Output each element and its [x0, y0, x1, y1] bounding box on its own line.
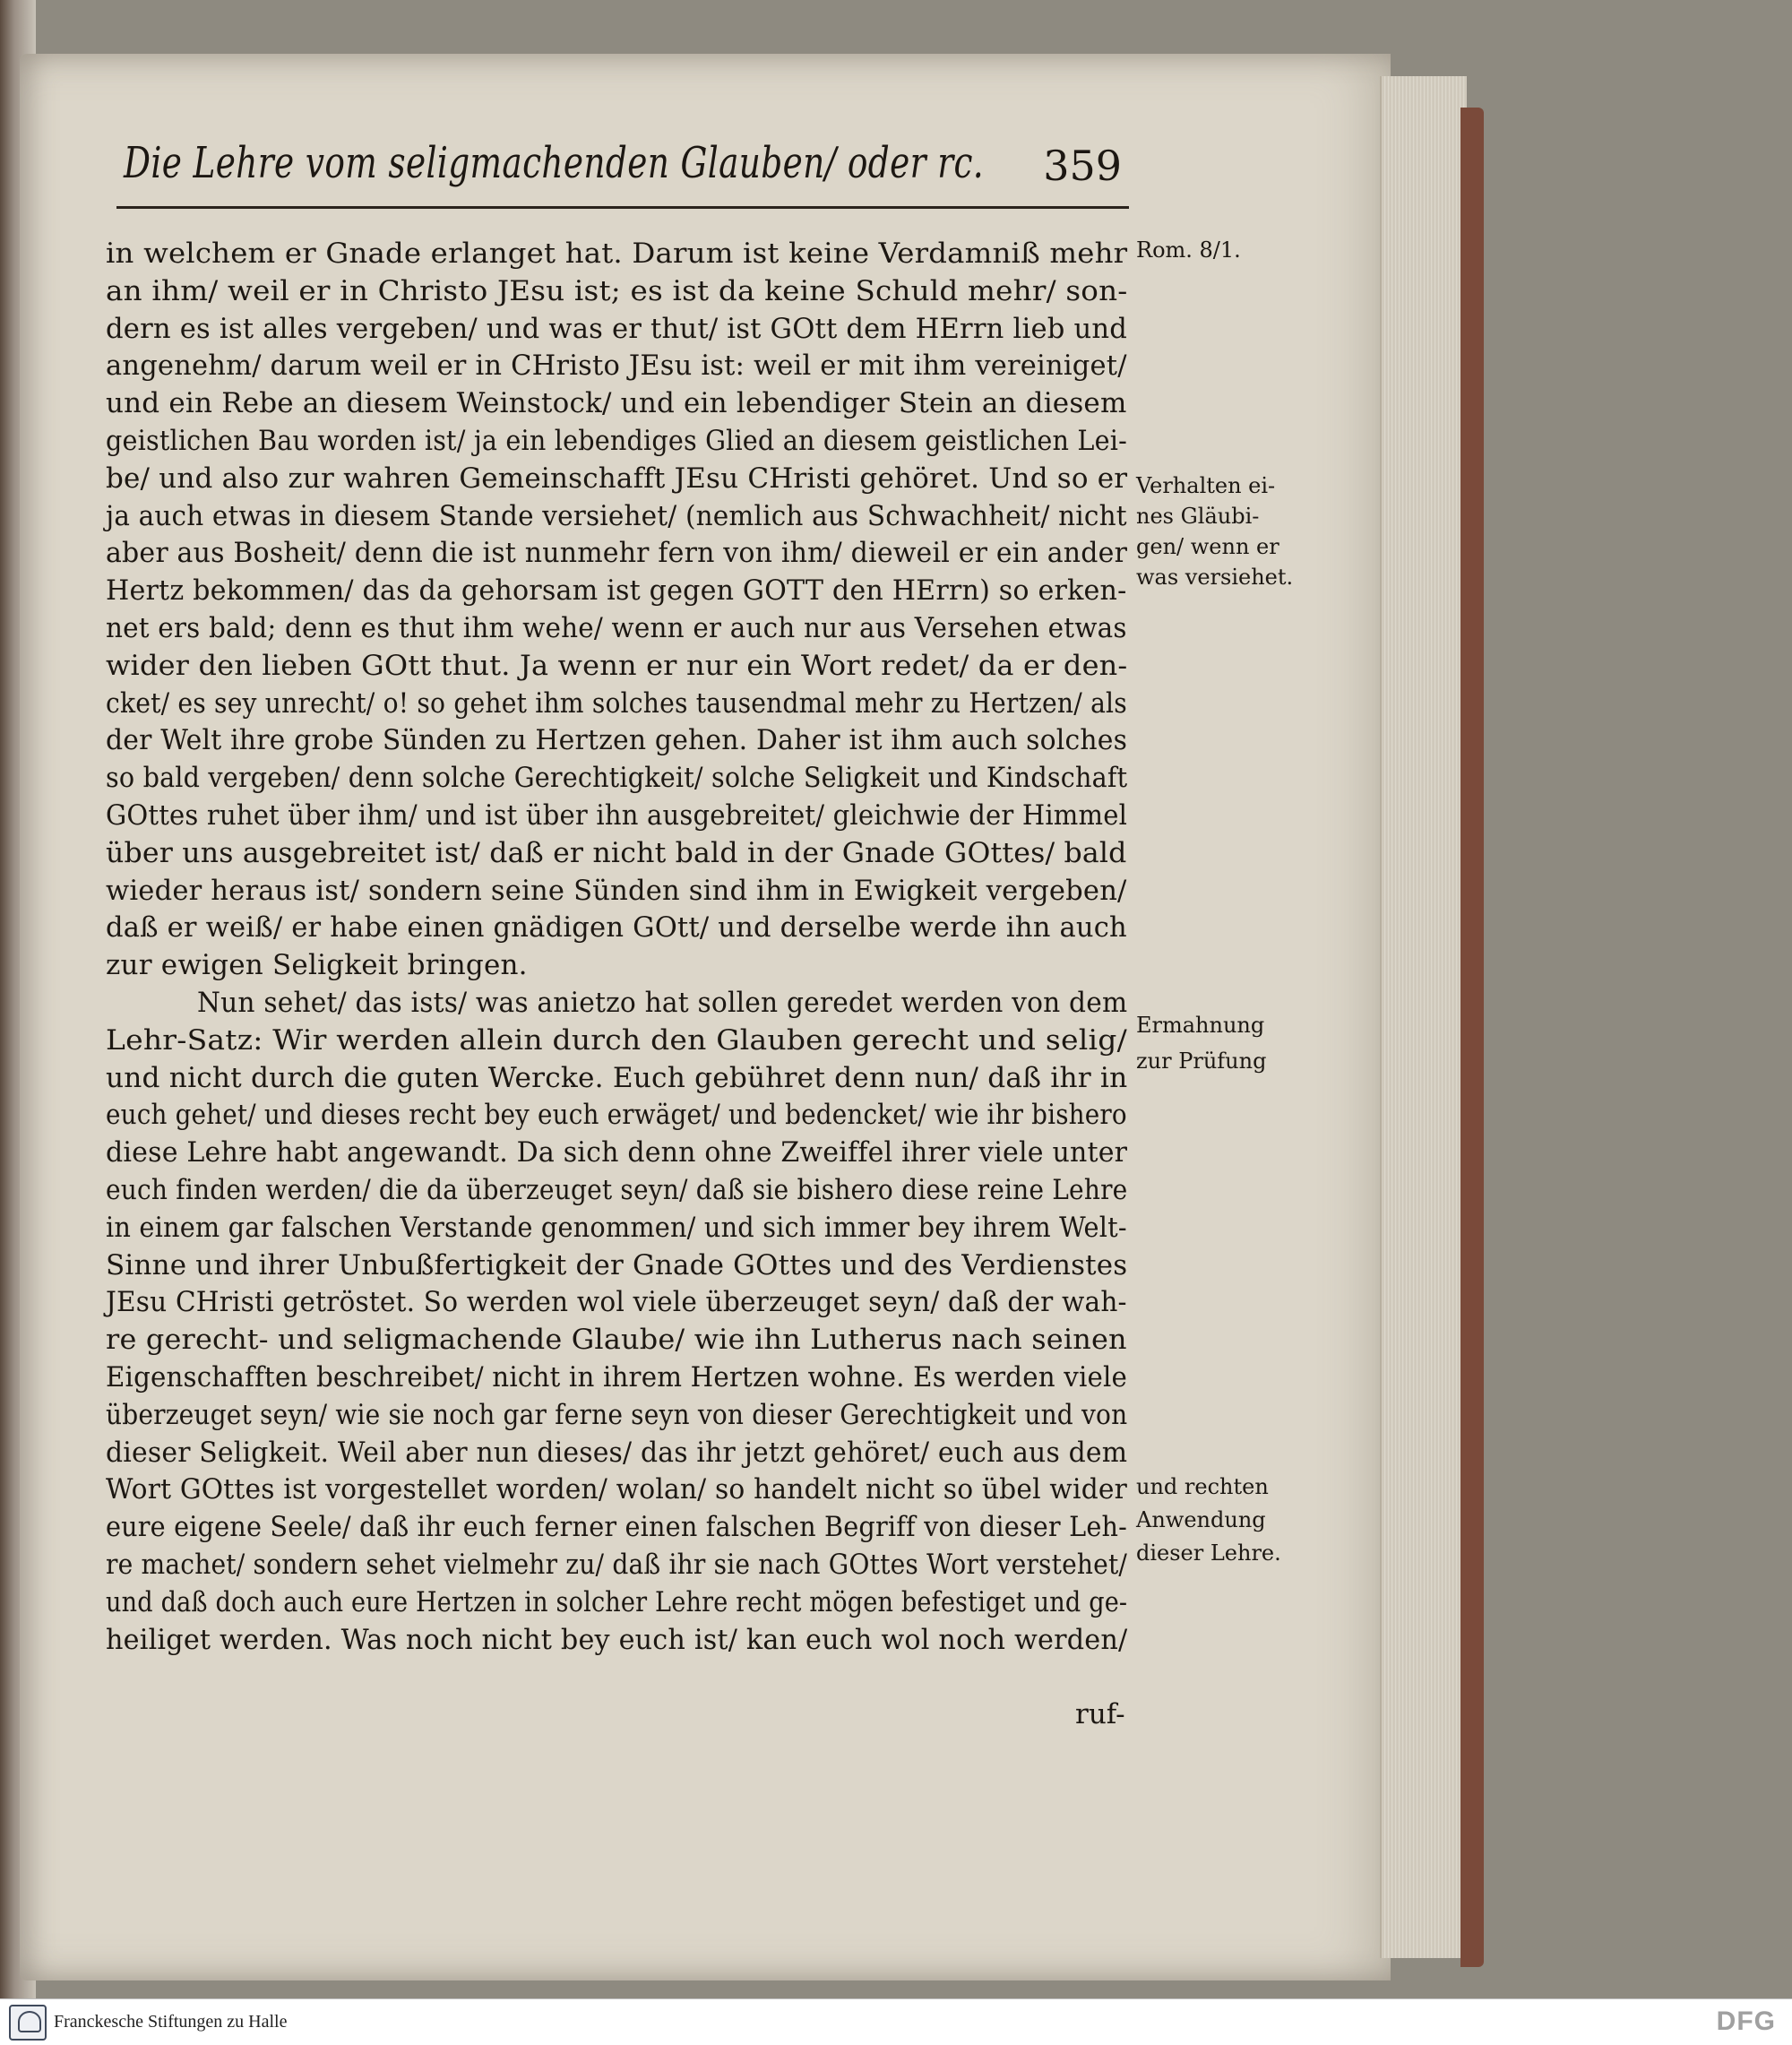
text-line: diese Lehre habt angewandt. Da sich denn ohne Zweiffel ihrer viele unter	[106, 1136, 1128, 1169]
marginal-note-verhalten-3: gen/ wenn er	[1136, 534, 1279, 559]
text-line: in welchem er Gnade erlanget hat. Darum ist keine Verdamniß mehr	[106, 237, 1128, 270]
marginal-note-anwendung-2: Anwendung	[1136, 1507, 1266, 1532]
text-line: so bald vergeben/ denn solche Gerechtigkeit/ solche Seligkeit und Kindschaft	[106, 762, 1128, 795]
text-line: und ein Rebe an diesem Weinstock/ und ein lebendiger Stein an diesem	[106, 387, 1127, 420]
text-line: GOttes ruhet über ihm/ und ist über ihn ausgebreitet/ gleichwie der Himmel	[106, 799, 1128, 832]
viewer-footer	[0, 1998, 1792, 2045]
text-line: euch finden werden/ die da überzeuget seyn/ daß sie bishero diese reine Lehre	[106, 1174, 1128, 1206]
text-line: Wort GOttes ist vorgestellet worden/ wolan/ so handelt nicht so übel wider	[106, 1473, 1128, 1506]
catchword: ruf-	[1075, 1698, 1125, 1730]
text-line: Eigenschafften beschreibet/ nicht in ihrem Hertzen wohne. Es werden viele	[106, 1361, 1128, 1394]
marginal-note-anwendung-1: und rechten	[1136, 1474, 1269, 1499]
marginal-note-verhalten-1: Verhalten ei-	[1136, 473, 1276, 498]
book-cover-edge	[1460, 108, 1484, 1967]
marginal-note-ermahnung-2: zur Prüfung	[1136, 1048, 1267, 1074]
text-line: heiliget werden. Was noch nicht bey euch ist/ kan euch wol noch werden/	[106, 1623, 1128, 1656]
text-line: überzeuget seyn/ wie sie noch gar ferne seyn von dieser Gerechtigkeit und von	[106, 1398, 1128, 1431]
marginal-note-ermahnung-1: Ermahnung	[1136, 1013, 1265, 1038]
text-line: und nicht durch die guten Wercke. Euch gebühret denn nun/ daß ihr in	[106, 1061, 1128, 1094]
text-line: net ers bald; denn es thut ihm wehe/ wenn er auch nur aus Versehen etwas	[106, 612, 1127, 644]
text-line: be/ und also zur wahren Gemeinschafft JEsu CHristi gehöret. Und so er	[106, 462, 1128, 495]
text-line: wider den lieben GOtt thut. Ja wenn er nur ein Wort redet/ da er den-	[106, 649, 1128, 682]
running-title: Die Lehre vom seligmachenden Glauben/ oder rc.	[124, 138, 985, 188]
text-line: angenehm/ darum weil er in CHristo JEsu ist: weil er mit ihm vereiniget/	[106, 349, 1127, 383]
text-line: der Welt ihre grobe Sünden zu Hertzen gehen. Daher ist ihm auch solches	[106, 724, 1128, 757]
text-line: dern es ist alles vergeben/ und was er thut/ ist GOtt dem HErrn lieb und	[106, 312, 1128, 345]
text-line: in einem gar falschen Verstande genommen/ und sich immer bey ihrem Welt-	[106, 1211, 1127, 1244]
marginal-note-anwendung-3: dieser Lehre.	[1136, 1540, 1281, 1566]
text-line: und daß doch auch eure Hertzen in solcher Lehre recht mögen befestiget und ge-	[106, 1585, 1128, 1618]
marginal-note-verhalten-2: nes Gläubi-	[1136, 504, 1260, 529]
text-line: re machet/ sondern sehet vielmehr zu/ daß ihr sie nach GOttes Wort verstehet/	[106, 1549, 1128, 1581]
text-line: Sinne und ihrer Unbußfertigkeit der Gnade GOttes und des Verdienstes	[106, 1248, 1128, 1281]
text-line: euch gehet/ und dieses recht bey euch erwäget/ und bedencket/ wie ihr bishero	[106, 1099, 1127, 1132]
text-line: Hertz bekommen/ das da gehorsam ist gegen GOTT den HErrn) so erken-	[106, 574, 1127, 608]
text-line: ja auch etwas in diesem Stande versiehet/ (nemlich aus Schwachheit/ nicht	[106, 499, 1127, 532]
text-line: eure eigene Seele/ daß ihr euch ferner einen falschen Begriff von dieser Leh-	[106, 1511, 1127, 1544]
institution-name: Franckesche Stiftungen zu Halle	[54, 2012, 288, 2032]
institution-logo-icon	[9, 2005, 47, 2041]
page-number: 359	[1043, 142, 1122, 190]
text-line: JEsu CHristi getröstet. So werden wol viele überzeuget seyn/ daß der wah-	[106, 1286, 1127, 1319]
text-line: daß er weiß/ er habe einen gnädigen GOtt/ und derselbe werde ihn auch	[106, 911, 1127, 945]
text-line: dieser Seligkeit. Weil aber nun dieses/ das ihr jetzt gehöret/ euch aus dem	[106, 1436, 1128, 1469]
page-stack-edge	[1380, 76, 1467, 1958]
text-line: an ihm/ weil er in Christo JEsu ist; es ist da keine Schuld mehr/ son-	[106, 274, 1128, 307]
text-line: aber aus Bosheit/ denn die ist nunmehr fern von ihm/ dieweil er ein ander	[106, 537, 1128, 570]
running-header	[116, 134, 1129, 209]
text-line: Lehr-Satz: Wir werden allein durch den Glauben gerecht und selig/	[106, 1023, 1127, 1057]
text-line: geistlichen Bau worden ist/ ja ein lebendiges Glied an diesem geistlichen Lei-	[106, 425, 1127, 457]
text-line: über uns ausgebreitet ist/ daß er nicht bald in der Gnade GOttes/ bald	[106, 836, 1127, 869]
marginal-note-verhalten-4: was versiehet.	[1136, 565, 1294, 590]
dfg-logo: DFG	[1716, 2006, 1776, 2036]
text-line: Nun sehet/ das ists/ was anietzo hat sollen geredet werden von dem	[197, 987, 1128, 1019]
marginal-note-rom: Rom. 8/1.	[1136, 237, 1241, 263]
text-line: zur ewigen Seligkeit bringen.	[106, 949, 528, 982]
text-line: wieder heraus ist/ sondern seine Sünden sind ihm in Ewigkeit vergeben/	[106, 874, 1127, 907]
text-line: re gerecht- und seligmachende Glaube/ wie ihn Lutherus nach seinen	[106, 1324, 1127, 1357]
text-line: cket/ es sey unrecht/ o! so gehet ihm solches tausendmal mehr zu Hertzen/ als	[106, 686, 1127, 720]
